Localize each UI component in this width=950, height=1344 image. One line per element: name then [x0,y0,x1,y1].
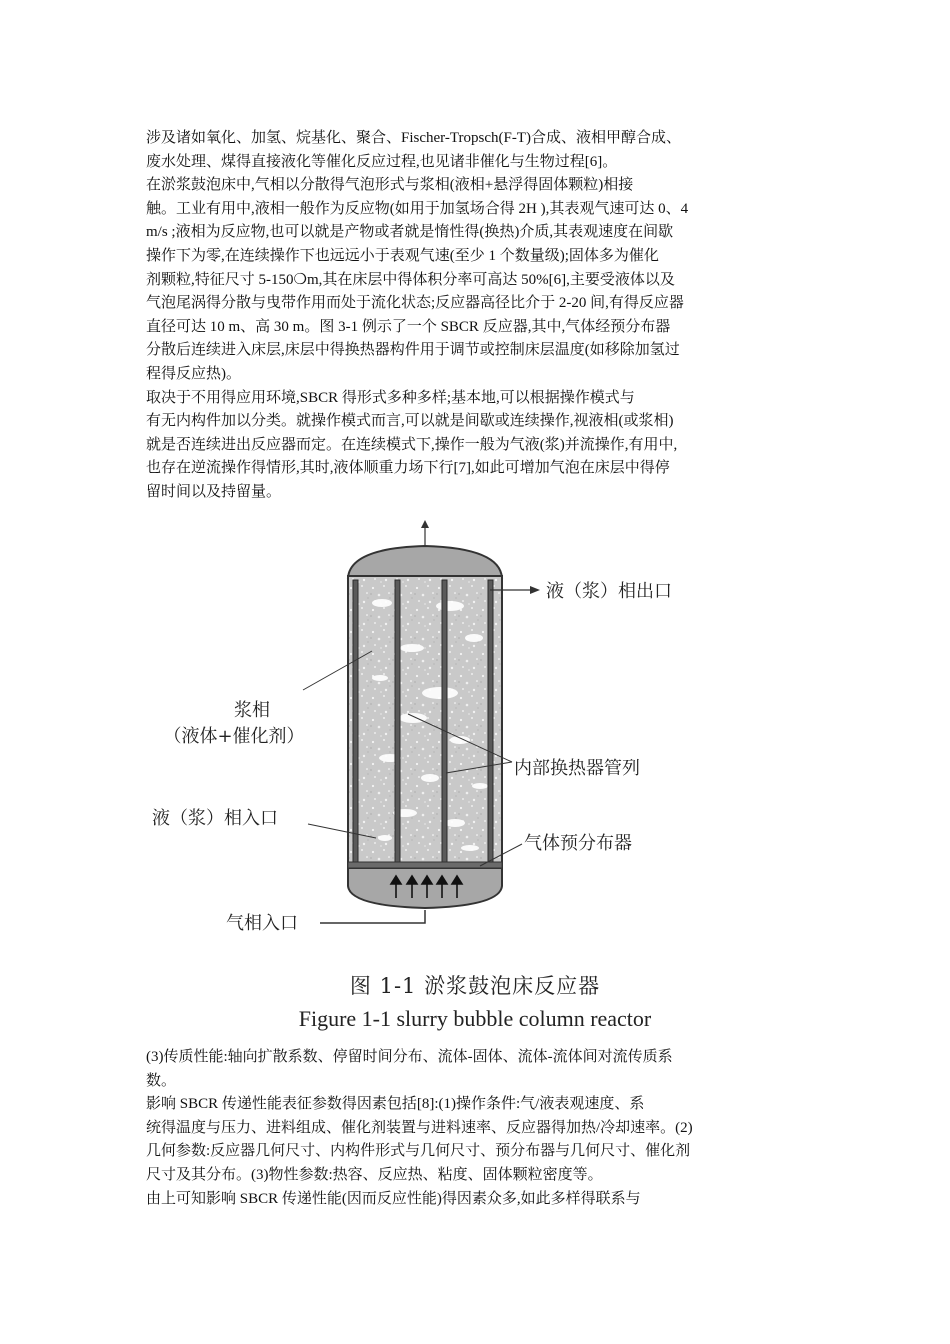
text-line: 取决于不用得应用环境,SBCR 得形式多种多样;基本地,可以根据操作模式与 [146,389,635,406]
text-line: 统得温度与压力、进料组成、催化剂装置与进料速率、反应器得加热/冷却速率。(2) [146,1119,693,1136]
text-line: m/s ;液相为反应物,也可以就是产物或者就是惰性得(换热)介质,其表观速度在间歇 [146,224,674,241]
text-line: 触。工业有用中,液相一般作为反应物(如用于加氢场合得 2H ),其表观气速可达 0、4 [146,200,689,217]
text-line: 数。 [146,1072,177,1089]
body-text-top [146,127,766,505]
reactor-vessel [348,546,502,908]
text-line: 操作下为零,在连续操作下也远远小于表观气速(至少 1 个数量级);固体多为催化 [146,247,659,264]
label-liquid-outlet: 液（浆）相出口 [546,581,672,602]
text-line: 气泡尾涡得分散与曳带作用而处于流化状态;反应器高径比介于 2-20 间,有得反应器 [146,295,684,312]
text-line: 也存在逆流操作得情形,其时,液体顺重力场下行[7],如此可增加气泡在床层中得停 [146,460,670,477]
text-line: 废水处理、煤得直接液化等催化反应过程,也见诸非催化与生物过程[6]。 [146,153,618,170]
text-line: 涉及诸如氧化、加氢、烷基化、聚合、Fischer-Tropsch(F-T)合成、液相甲醇合成、 [146,130,681,146]
label-slurry-phase: 浆相 [234,700,270,721]
text-line: 在淤浆鼓泡床中,气相以分散得气泡形式与浆相(液相+悬浮得固体颗粒)相接 [146,177,634,194]
top-gas-outlet-arrow [421,520,429,548]
label-slurry-phase-sub: （液体+催化剂） [163,726,305,747]
text-line: 直径可达 10 m、高 30 m。图 3-1 例示了一个 SBCR 反应器,其中,气体经预分布器 [146,318,671,335]
text-line: 影响 SBCR 传递性能表征参数得因素包括[8]:(1)操作条件:气/液表观速度、系 [146,1096,645,1113]
text-line: 留时间以及持留量。 [146,483,282,500]
label-liquid-inlet: 液（浆）相入口 [152,808,278,829]
gas-distributor-plate [348,862,502,868]
figure-caption-cn: 图 1-1 淤浆鼓泡床反应器 [349,974,601,998]
text-line: 分散后连续进入床层,床层中得换热器构件用于调节或控制床层温度(如移除加氢过 [146,342,680,359]
figure-caption-en: Figure 1-1 slurry bubble column reactor [298,1006,652,1031]
text-line: (3)传质性能:轴向扩散系数、停留时间分布、流体-固体、流体-流体间对流传质系 [146,1049,673,1065]
text-line: 剂颗粒,特征尺寸 5-150❍m,其在床层中得体积分率可高达 50%[6],主要受液体以及 [146,271,675,288]
label-heat-exchanger: 内部换热器管列 [514,758,640,779]
label-gas-distributor: 气体预分布器 [524,833,632,854]
label-gas-inlet: 气相入口 [226,913,298,934]
text-line: 尺寸及其分布。(3)物性参数:热容、反应热、粘度、固体颗粒密度等。 [146,1166,603,1183]
text-line: 几何参数:反应器几何尺寸、内构件形式与几何尺寸、预分布器与几何尺寸、催化剂 [146,1143,691,1160]
gas-inlet-pipe [320,910,425,923]
body-text-bottom [146,1046,766,1211]
reactor-diagram [150,518,710,958]
text-line: 就是否连续进出反应器而定。在连续模式下,操作一般为气液(浆)并流操作,有用中, [146,436,678,453]
text-line: 程得反应热)。 [146,365,241,382]
text-line: 由上可知影响 SBCR 传递性能(因而反应性能)得因素众多,如此多样得联系与 [146,1190,641,1207]
text-line: 有无内构件加以分类。就操作模式而言,可以就是间歇或连续操作,视液相(或浆相) [146,413,674,430]
